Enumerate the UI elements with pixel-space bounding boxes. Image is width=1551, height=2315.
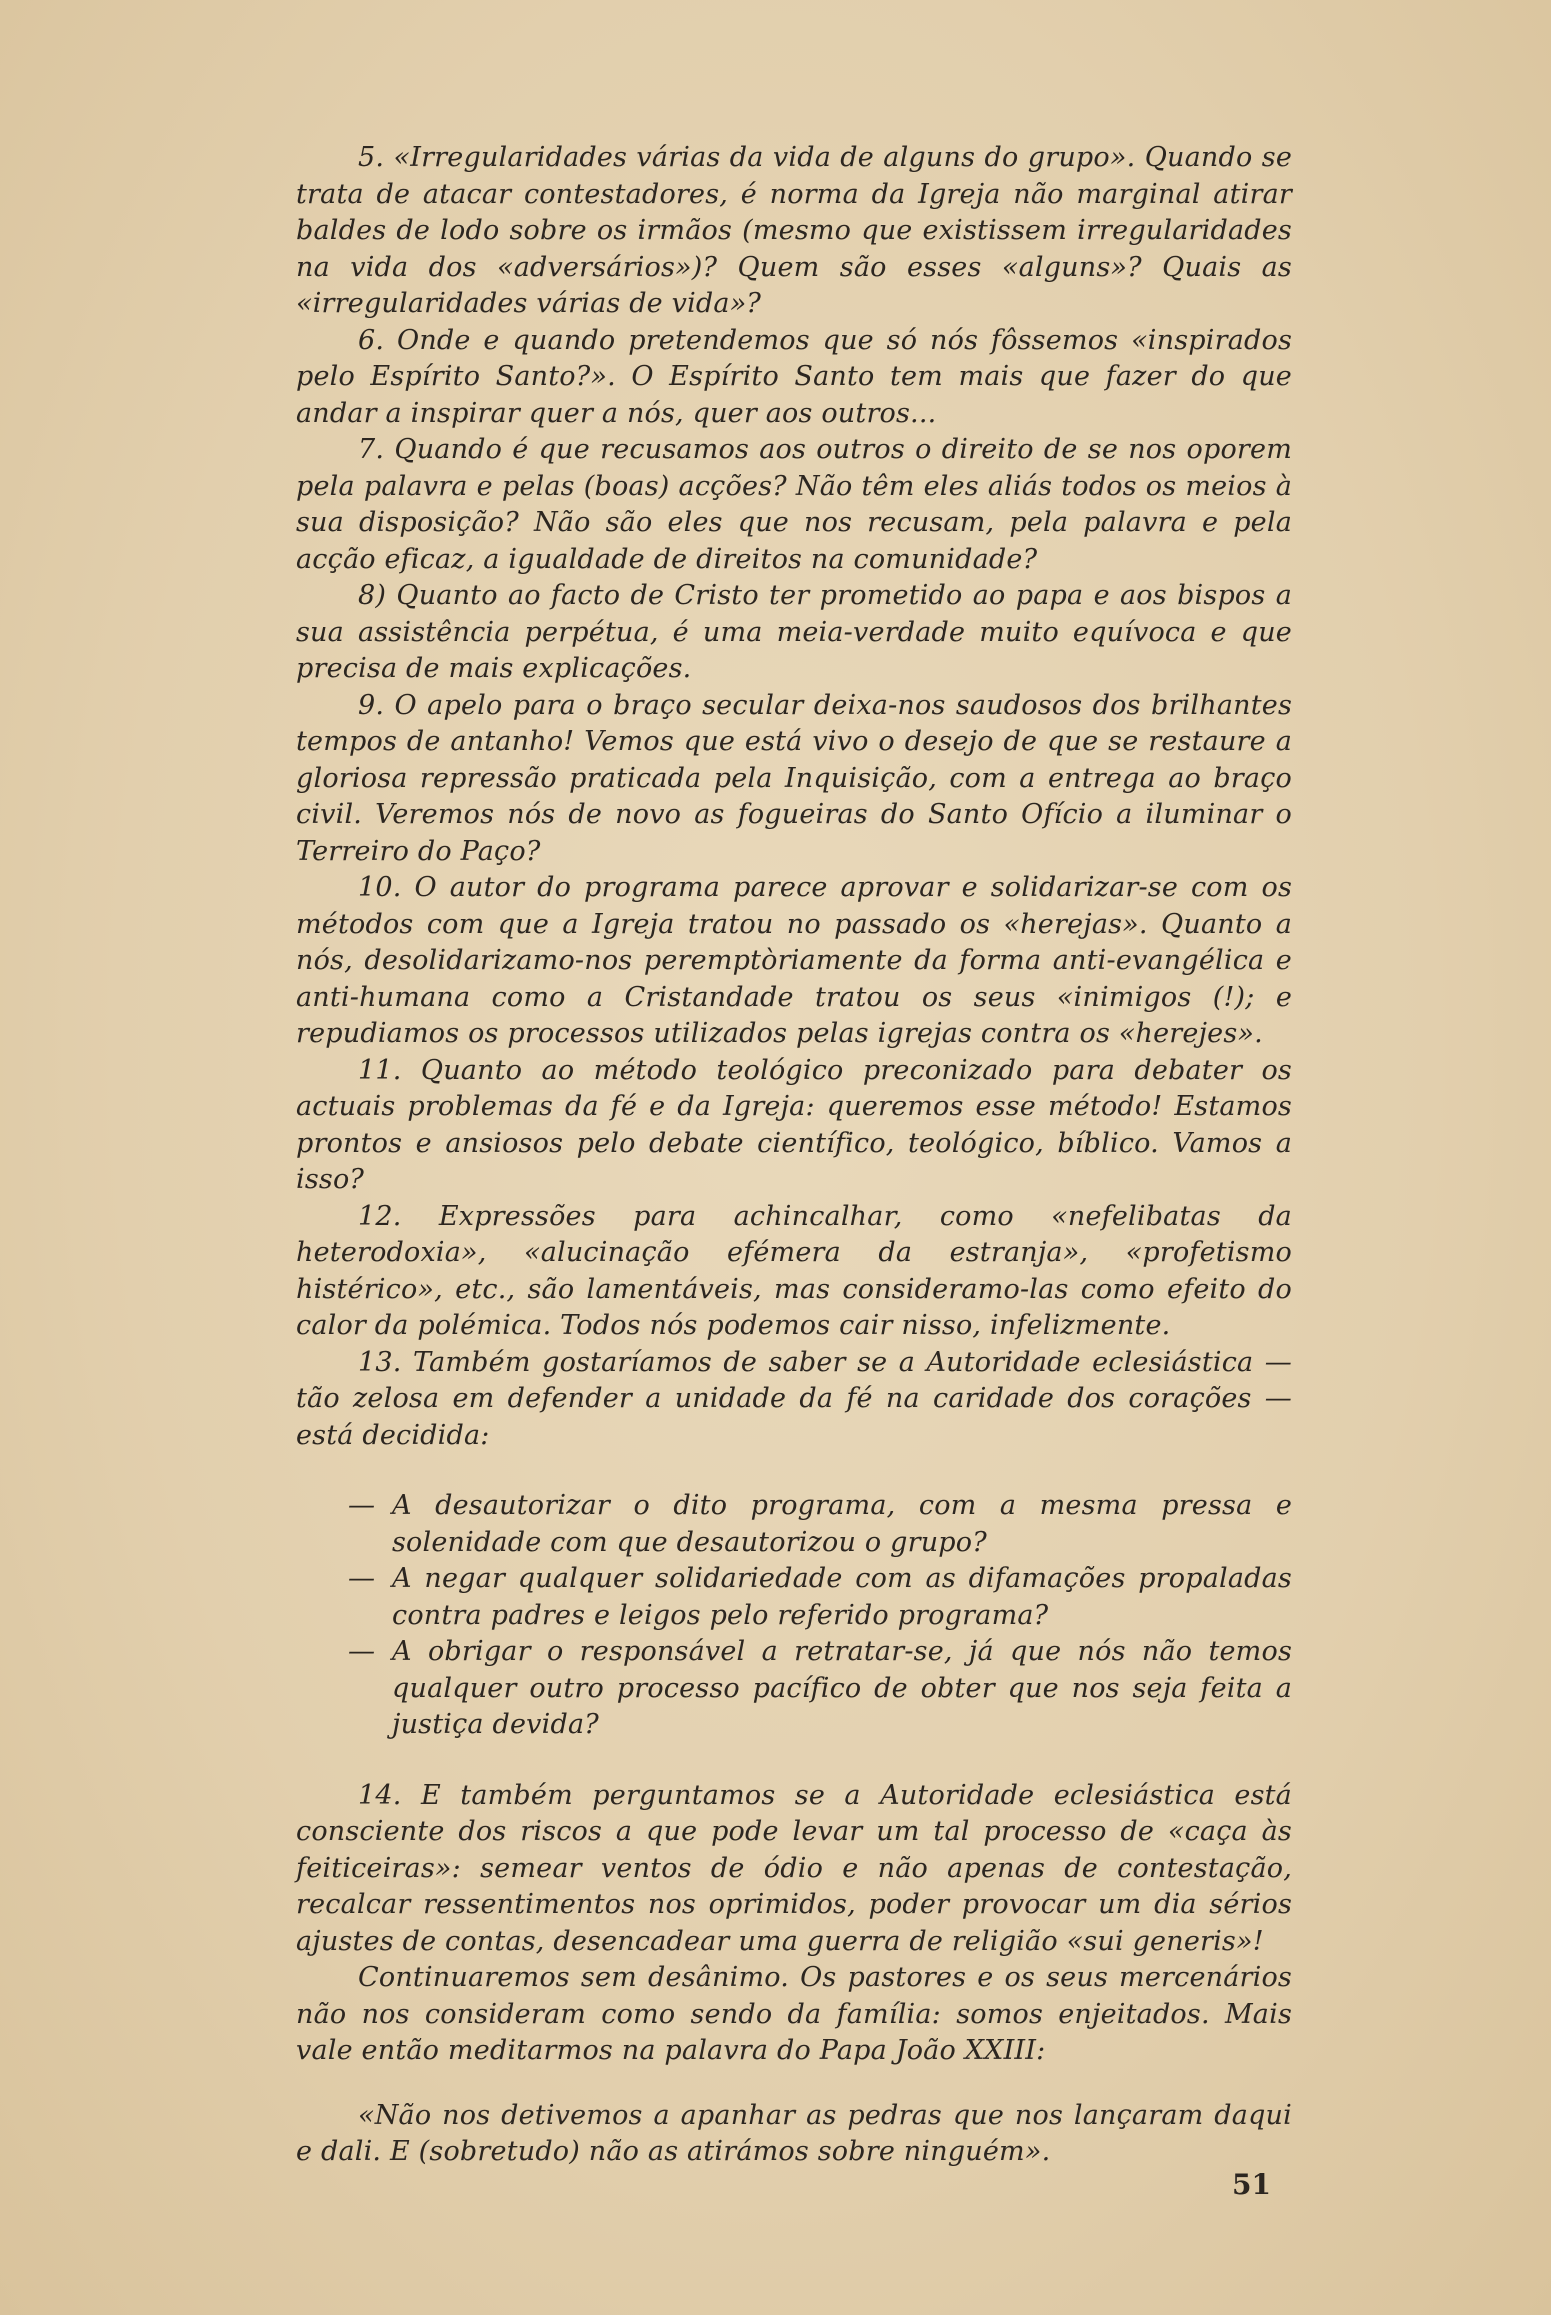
page-body: [296, 140, 1292, 2171]
question-list: [296, 1488, 1292, 1744]
paragraph-9: 9. O apelo para o braço secular deixa-nos saudosos dos brilhantes tempos de antanho! Vemos que está vivo o desejo de que se restaure a gloriosa repressão praticada pela Inquisição, com a entrega ao braço civil. Veremos nós de novo as fogueiras do Santo Ofício a iluminar o Terreiro do Paço?: [296, 689, 1292, 867]
list-dash: —: [348, 1636, 376, 1667]
paragraph-7: 7. Quando é que recusamos aos outros o direito de se nos oporem pela palavra e pelas (boas) acções? Não têm eles aliás todos os meios à sua disposição? Não são eles que nos recusam, pela palavra e pela acção eficaz, a igualdade de direitos na comunidade?: [296, 434, 1292, 575]
list-item-text: A negar qualquer solidariedade com as difamações propaladas contra padres e leigos pelo referido programa?: [392, 1563, 1292, 1631]
paragraph-8: 8) Quanto ao facto de Cristo ter prometido ao papa e aos bispos a sua assistência perpétua, é uma meia-verdade muito equívoca e que precisa de mais explicações.: [296, 580, 1292, 684]
paragraph-14: 14. E também perguntamos se a Autoridade eclesiástica está consciente dos riscos a que pode levar um tal processo de «caça às feiticeiras»: semear ventos de ódio e não apenas de contestação, recalcar ressentimentos nos oprimidos, poder provocar um dia sérios ajustes de contas, desencadear uma guerra de religião «sui generis»!: [296, 1779, 1292, 1957]
paragraph-10: 10. O autor do programa parece aprovar e solidarizar-se com os métodos com que a Igreja tratou no passado os «herejas». Quanto a nós, desolidarizamo-nos peremptòriamente da forma anti-evangélica e anti-humana como a Cristandade tratou os seus «inimigos (!); e repudiamos os processos utilizados pelas igrejas contra os «herejes».: [296, 872, 1292, 1049]
list-item: [296, 1634, 1292, 1744]
paragraph-13: 13. Também gostaríamos de saber se a Autoridade eclesiástica — tão zelosa em defender a unidade da fé na caridade dos corações — está decidida:: [296, 1346, 1292, 1451]
list-item: [296, 1488, 1292, 1561]
list-item: [296, 1561, 1292, 1634]
list-item-text: A desautorizar o dito programa, com a mesma pressa e solenidade com que desautorizou o grupo?: [392, 1490, 1292, 1558]
list-dash: —: [348, 1490, 376, 1521]
paragraph-12: 12. Expressões para achincalhar, como «nefelibatas da heterodoxia», «alucinação efémera da estranja», «profetismo histérico», etc., são lamentáveis, mas consideramo-las como efeito do calor da polémica. Todos nós podemos cair nisso, infelizmente.: [296, 1200, 1292, 1341]
paragraph-5: 5. «Irregularidades várias da vida de alguns do grupo». Quando se trata de atacar contestadores, é norma da Igreja não marginal atirar baldes de lodo sobre os irmãos (mesmo que existissem irregularidades na vida dos «adversários»)? Quem são esses «alguns»? Quais as «irregularidades várias de vida»?: [296, 142, 1292, 319]
paragraph-11: 11. Quanto ao método teológico preconizado para debater os actuais problemas da fé e da Igreja: queremos esse método! Estamos prontos e ansiosos pelo debate científico, teológico, bíblico. Vamos a isso?: [296, 1054, 1292, 1195]
paragraph-conclusion: Continuaremos sem desânimo. Os pastores e os seus mercenários não nos consideram como sendo da família: somos enjeitados. Mais vale então meditarmos na palavra do Papa João XXIII:: [296, 1962, 1292, 2066]
list-dash: —: [348, 1563, 376, 1594]
quotation: «Não nos detivemos a apanhar as pedras que nos lançaram daqui e dali. E (sobretudo) não as atirámos sobre ninguém».: [296, 2099, 1292, 2167]
list-item-text: A obrigar o responsável a retratar-se, já que nós não temos qualquer outro processo pacífico de obter que nos seja feita a justiça devida?: [392, 1636, 1292, 1740]
paragraph-6: 6. Onde e quando pretendemos que só nós fôssemos «inspirados pelo Espírito Santo?». O Espírito Santo tem mais que fazer do que andar a inspirar quer a nós, quer aos outros...: [296, 324, 1292, 429]
page-number: 51: [1232, 2168, 1271, 2201]
